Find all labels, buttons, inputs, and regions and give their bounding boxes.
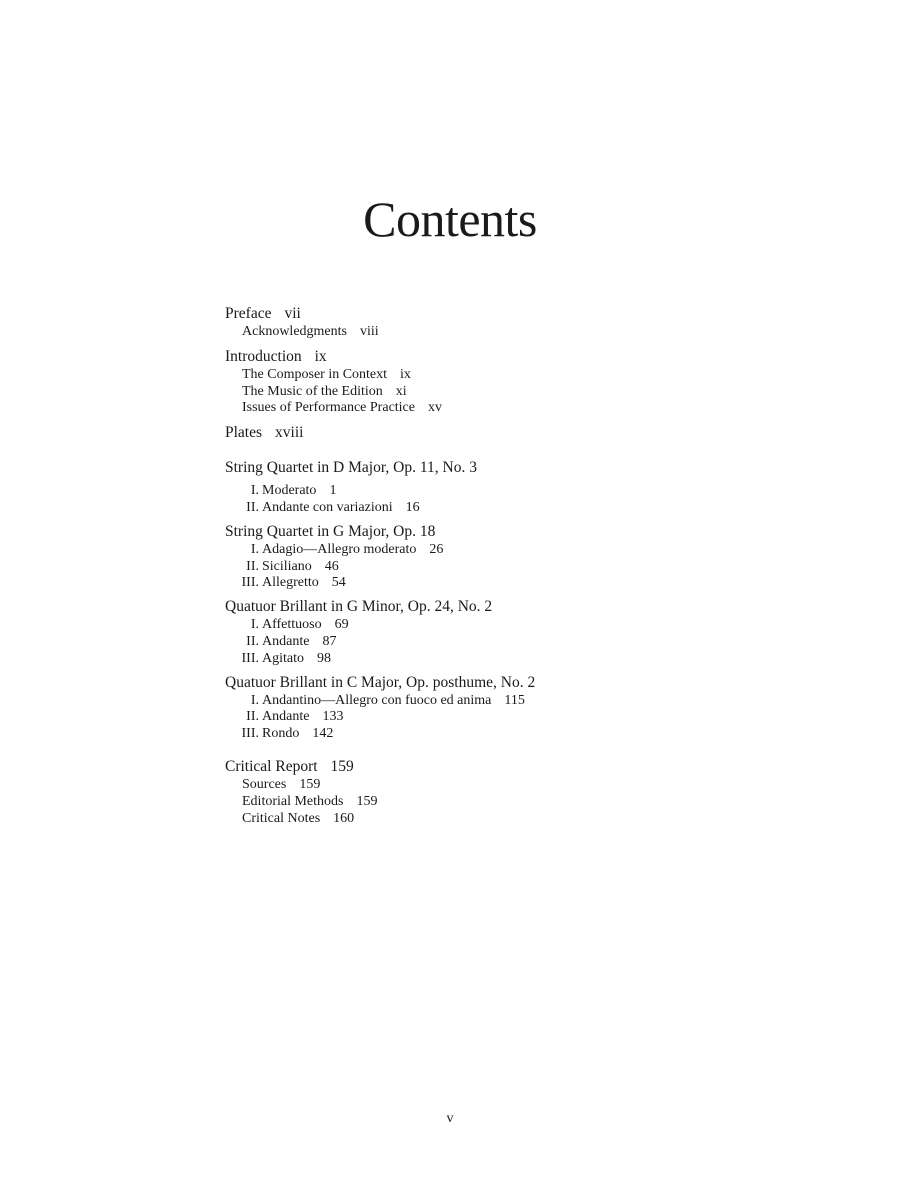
toc-page-number: viii (359, 324, 379, 339)
movement-numeral: III. (241, 650, 259, 666)
toc-subsection-label: Sources (242, 776, 287, 792)
toc-movement[interactable] (225, 651, 785, 668)
toc-page-number: 159 (330, 757, 354, 775)
movement-numeral: III. (241, 726, 259, 742)
toc-subsection-label: Critical Notes (242, 810, 321, 826)
toc-subsection[interactable] (225, 384, 785, 401)
toc-subsection[interactable] (225, 777, 785, 794)
movement-label: Andante (262, 633, 310, 649)
toc-movement[interactable] (225, 575, 785, 592)
toc-subsection-label: Editorial Methods (242, 793, 344, 809)
toc-subsection[interactable] (225, 367, 785, 384)
toc-section[interactable] (225, 304, 785, 324)
toc-page-number: 133 (322, 709, 344, 725)
toc-section-label: Critical Report (225, 757, 318, 775)
toc-section-label: Plates (225, 424, 263, 442)
movement-label: Siciliano (262, 558, 312, 574)
movement-numeral: II. (246, 558, 259, 574)
toc-subsection-label: Acknowledgments (242, 324, 347, 339)
toc-page-number: 54 (331, 575, 346, 591)
toc-page-number: 87 (322, 633, 337, 649)
toc-page-number: xv (427, 400, 442, 416)
toc-section[interactable] (225, 757, 785, 777)
movement-numeral: I. (250, 541, 259, 557)
toc-section[interactable] (225, 347, 785, 367)
toc-page-number: ix (314, 347, 327, 365)
toc-work-entry (225, 458, 785, 517)
toc-page-number: xviii (275, 424, 304, 442)
toc-page-number: 69 (334, 617, 349, 633)
toc-entry-critical-report (225, 757, 785, 827)
toc-subsection[interactable] (225, 811, 785, 828)
movement-numeral: I. (250, 617, 259, 633)
toc-subsection[interactable] (225, 324, 785, 341)
movement-numeral: II. (246, 499, 259, 515)
toc-subsection-label: The Music of the Edition (242, 383, 383, 399)
toc-movement[interactable] (225, 483, 785, 500)
toc-page-number: 115 (504, 692, 525, 708)
movement-label: Andante con variazioni (262, 499, 393, 515)
toc-movement[interactable] (225, 693, 785, 710)
toc-movement[interactable] (225, 559, 785, 576)
toc-work-entry (225, 597, 785, 667)
toc-work-title[interactable]: String Quartet in G Major, Op. 18 (225, 522, 436, 540)
toc-entry-introduction (225, 347, 785, 417)
toc-movement[interactable] (225, 726, 785, 743)
toc-page-number: 46 (324, 558, 339, 574)
toc-movement[interactable] (225, 709, 785, 726)
toc-work-title[interactable]: String Quartet in D Major, Op. 11, No. 3 (225, 459, 477, 477)
movement-numeral: III. (241, 575, 259, 591)
movement-label: Adagio—Allegro moderato (262, 541, 417, 557)
toc-page-number: 142 (312, 726, 334, 742)
toc-subsection[interactable] (225, 794, 785, 811)
toc-entry-preface (225, 304, 785, 341)
toc-page-number: 159 (356, 793, 378, 809)
toc-page-number: 159 (299, 776, 321, 792)
toc-work-title[interactable]: Quatuor Brillant in G Minor, Op. 24, No. 2 (225, 598, 493, 616)
toc-work-title[interactable]: Quatuor Brillant in C Major, Op. posthume, No. 2 (225, 673, 536, 691)
toc-section-label: Introduction (225, 347, 302, 365)
table-of-contents (225, 304, 785, 827)
movement-label: Andantino—Allegro con fuoco ed anima (262, 692, 492, 708)
toc-page-number: 160 (333, 810, 355, 826)
toc-page-number: xi (395, 383, 407, 399)
movement-numeral: I. (250, 483, 259, 499)
movement-label: Andante (262, 709, 310, 725)
movement-numeral: II. (246, 709, 259, 725)
toc-work-entry (225, 673, 785, 743)
movement-label: Agitato (262, 650, 304, 666)
toc-page-number: 16 (405, 499, 420, 515)
toc-entry-plates (225, 423, 785, 443)
toc-page-number: vii (284, 305, 301, 322)
toc-page-number: 98 (317, 650, 331, 666)
page-folio: v (446, 1111, 454, 1126)
toc-movement[interactable] (225, 500, 785, 517)
movement-label: Affettuoso (262, 617, 322, 633)
page-title: Contents (363, 191, 537, 247)
toc-subsection[interactable] (225, 400, 785, 417)
movement-label: Rondo (262, 726, 300, 742)
toc-page-number: 1 (329, 483, 337, 499)
toc-section[interactable] (225, 423, 785, 443)
toc-subsection-label: The Composer in Context (242, 366, 388, 382)
toc-page-number: ix (400, 366, 411, 382)
toc-section-label: Preface (225, 305, 272, 322)
toc-movement[interactable] (225, 634, 785, 651)
toc-page-number: 26 (429, 541, 444, 557)
movement-numeral: I. (250, 692, 259, 708)
toc-work-entry (225, 522, 785, 592)
movement-label: Moderato (262, 483, 317, 499)
toc-subsection-label: Issues of Performance Practice (242, 400, 415, 416)
toc-movement[interactable] (225, 542, 785, 559)
movement-label: Allegretto (262, 575, 319, 591)
movement-numeral: II. (246, 633, 259, 649)
toc-movement[interactable] (225, 617, 785, 634)
